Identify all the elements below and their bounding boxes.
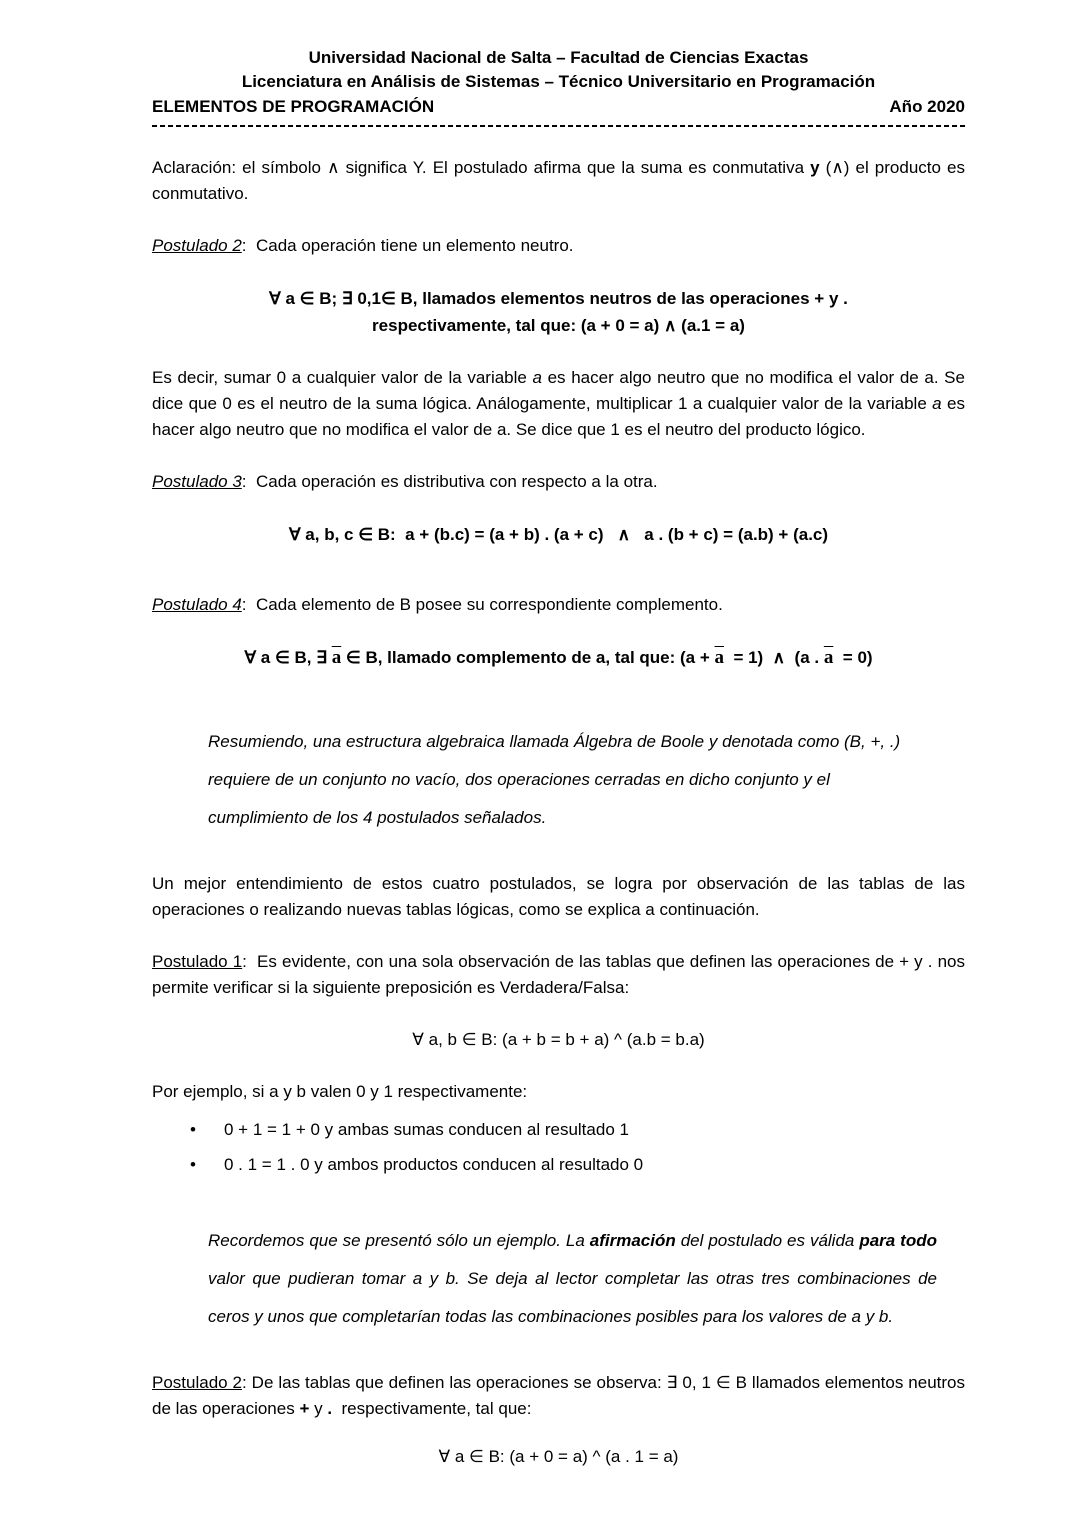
postulado-1-text: : Es evidente, con una sola observación de las tablas que definen las operaciones de + y . nos permite verificar si la siguiente preposición es Verdadera/Falsa: xyxy=(152,952,965,997)
complement-abar-2: $\overline{a}$ xyxy=(714,647,724,668)
neutro-text-2: es hacer algo neutro que no modifica el valor de a. Se dice que 0 es el neutro de la suma lógica. Análogamente, multiplicar 1 a cualquier valor de la variable xyxy=(152,368,965,413)
postulado-2b-label: Postulado 2 xyxy=(152,1373,243,1392)
formula-complement xyxy=(152,644,965,671)
course-year-row xyxy=(152,95,965,119)
university-name: Universidad Nacional de Salta – Facultad de Ciencias Exactas xyxy=(308,48,809,67)
postulado-2-text: : Cada operación tiene un elemento neutro. xyxy=(241,236,574,255)
neutro-var-a-1: a xyxy=(532,368,542,387)
recordemos-text-2: del postulado es válida xyxy=(675,1231,860,1250)
bullet-item-product xyxy=(190,1152,965,1178)
bullet-product-text: 0 . 1 = 1 . 0 y ambos productos conducen al resultado 0 xyxy=(224,1155,644,1174)
formula-commutative: ∀ a, b ∈ B: (a + b = b + a) ^ (a.b = b.a) xyxy=(412,1030,705,1049)
aclaracion-note xyxy=(152,155,965,207)
recordemos-bold-paratodo: para todo xyxy=(859,1231,937,1250)
postulado-4-label: Postulado 4 xyxy=(152,595,242,614)
postulado-2b-paragraph xyxy=(152,1370,965,1422)
understanding-paragraph: Un mejor entendimiento de estos cuatro postulados, se logra por observación de las tablas de las operaciones o realizando nuevas tablas lógicas, como se explica a continuación. xyxy=(152,874,965,919)
year-label: Año 2020 xyxy=(889,97,965,116)
bullet-icon: • xyxy=(190,1120,196,1139)
dashed-divider xyxy=(152,125,965,127)
postulado-2b-text-1: : De las tablas que definen las operaciones se observa: ∃ 0, 1 ∈ B llamados elementos neutros de las operaciones xyxy=(152,1373,965,1418)
postulado-2b-plus: + xyxy=(299,1399,310,1418)
complement-abar-3: $\overline{a}$ xyxy=(823,647,834,668)
postulado-3-label: Postulado 3 xyxy=(152,472,242,491)
neutro-text-1: Es decir, sumar 0 a cualquier valor de la variable xyxy=(152,368,533,387)
aclaracion-text-1: Aclaración: el símbolo ∧ significa Y. El postulado afirma que la suma es conmutativa xyxy=(152,158,811,177)
program-name: Licenciatura en Análisis de Sistemas – Técnico Universitario en Programación xyxy=(241,72,876,91)
por-ejemplo-line: Por ejemplo, si a y b valen 0 y 1 respectivamente: xyxy=(152,1082,528,1101)
course-title: ELEMENTOS DE PROGRAMACIÓN xyxy=(152,97,435,116)
postulado-3-heading xyxy=(152,469,965,495)
recordemos-text-1: Recordemos que se presentó sólo un ejemplo. La xyxy=(208,1231,590,1250)
formula-neutral-elements xyxy=(152,285,965,339)
recordemos-text-3: valor que pudieran tomar a y b. Se deja al lector completar las otras tres combinaciones de ceros y unos que completarían todas las combinaciones posibles para los valores de a y b. xyxy=(208,1269,937,1326)
resumiendo-note: Resumiendo, una estructura algebraica llamada Álgebra de Boole y denotada como (B, +, .) requiere de un conjunto no vacío, dos operaciones cerradas en dicho conjunto y el cumplimiento de los 4 postulados señalados. xyxy=(208,732,901,827)
aclaracion-bold-y: y xyxy=(810,158,820,177)
bullet-list xyxy=(190,1117,965,1178)
complement-abar-1: $\overline{a}$ xyxy=(331,647,342,668)
neutral-explanation xyxy=(152,365,965,443)
complement-text-1: ∀ a ∈ B, ∃ xyxy=(244,648,332,667)
postulado-2b-text-3: respectivamente, tal que: xyxy=(332,1399,532,1418)
recordemos-note xyxy=(208,1222,937,1336)
complement-text-2: ∈ B, llamado complemento de a, tal que: (a + xyxy=(341,648,715,667)
complement-text-3: = 1) ∧ (a . xyxy=(724,648,824,667)
postulado-2b-text-2: y xyxy=(309,1399,328,1418)
bullet-sum-text: 0 + 1 = 1 + 0 y ambas sumas conducen al resultado 1 xyxy=(224,1120,629,1139)
neutro-var-a-2: a xyxy=(932,394,942,413)
postulado-2-label: Postulado 2 xyxy=(152,236,242,255)
formula-neutral-check: ∀ a ∈ B: (a + 0 = a) ^ (a . 1 = a) xyxy=(438,1447,679,1466)
postulado-4-text: : Cada elemento de B posee su correspondiente complemento. xyxy=(241,595,723,614)
formula-distributive: ∀ a, b, c ∈ B: a + (b.c) = (a + b) . (a + c) ∧ a . (b + c) = (a.b) + (a.c) xyxy=(288,525,829,544)
postulado-3-text: : Cada operación es distributiva con respecto a la otra. xyxy=(241,472,658,491)
postulado-1-paragraph xyxy=(152,949,965,1001)
recordemos-bold-afirmacion: afirmación xyxy=(589,1231,676,1250)
postulado-4-heading xyxy=(152,592,965,618)
complement-text-4: = 0) xyxy=(833,648,873,667)
aclaracion-text-2: (∧) el producto es conmutativo. xyxy=(152,158,965,203)
postulado-2b-dot: . xyxy=(327,1399,333,1418)
postulado-2-heading xyxy=(152,233,965,259)
document-header xyxy=(152,46,965,127)
postulado-1-label: Postulado 1 xyxy=(152,952,243,971)
formula-neutral-line-2: respectivamente, tal que: (a + 0 = a) ∧ (a.1 = a) xyxy=(372,316,745,335)
bullet-item-sum xyxy=(190,1117,965,1143)
formula-neutral-line-1: ∀ a ∈ B; ∃ 0,1∈ B, llamados elementos neutros de las operaciones + y . xyxy=(269,289,848,308)
neutro-text-3: es hacer algo neutro que no modifica el valor de a. Se dice que 1 es el neutro del producto lógico. xyxy=(152,394,965,439)
bullet-icon: • xyxy=(190,1155,196,1174)
